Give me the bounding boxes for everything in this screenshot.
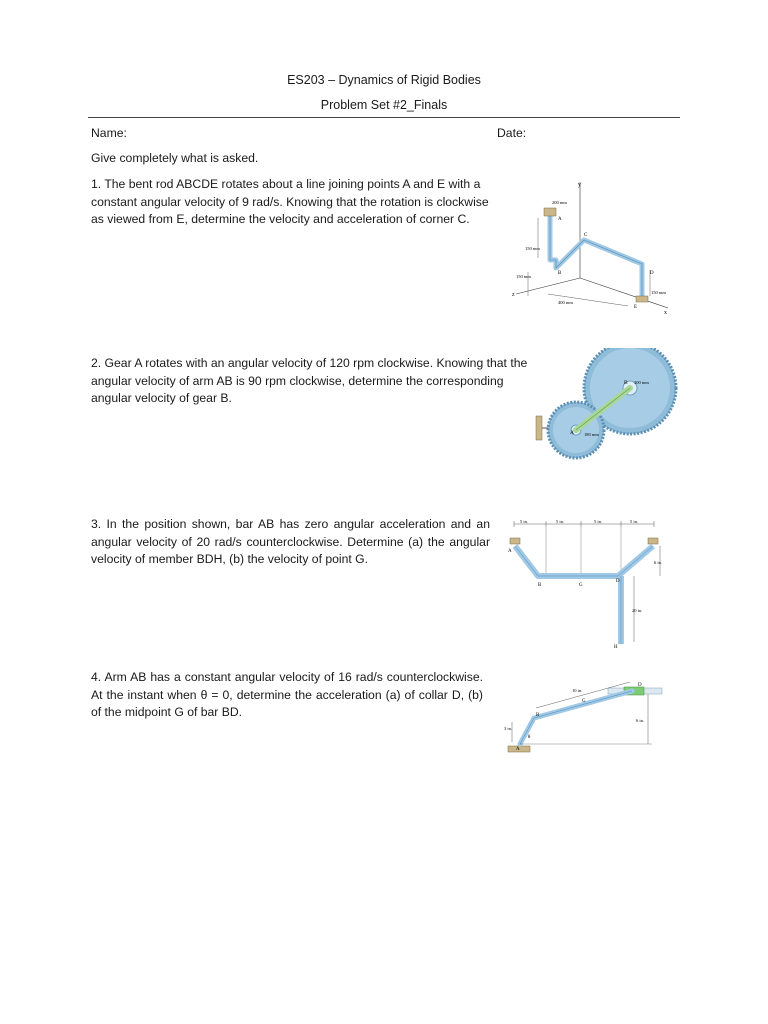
header-divider (88, 117, 680, 118)
fig3-label-d: D (616, 579, 620, 584)
fig2-dim-small: 180 mm (584, 432, 599, 437)
problem-set-title: Problem Set #2_Finals (320, 98, 448, 112)
fig3-dim-c: 5 in. (594, 519, 603, 524)
fig1-axis-z: z (512, 292, 515, 298)
problem-2-figure (530, 348, 688, 460)
fig1-label-d: D (650, 271, 654, 276)
fig1-dim-4: 400 mm (558, 300, 573, 305)
fig3-dim-a: 5 in. (520, 519, 529, 524)
fig1-axis-y: y (578, 182, 581, 188)
fig4-dim-bd: 10 in. (572, 688, 583, 693)
fig1-dim-3: 150 mm (516, 274, 531, 279)
problem-4-text: 4. Arm AB has a constant angular velocity of 16 rad/s counterclockwise. At the instant when θ = 0, determine the acceleration (a) of collar D, (b) of the midpoint G of bar BD. (91, 670, 483, 719)
fig1-label-a: A (558, 217, 562, 222)
problem-3-figure (506, 518, 666, 650)
fig3-dim-h: 6 in. (654, 560, 663, 565)
fig3-dim-b: 5 in. (556, 519, 565, 524)
fig1-dim-1: 200 mm (552, 200, 567, 205)
problem-1-text: 1. The bent rod ABCDE rotates about a line joining points A and E with a constant angular velocity of 9 rad/s. Knowing that the rotation is clockwise as viewed from E, determine the velocity and acceleration of corner C. (91, 177, 489, 226)
problem-3-text: 3. In the position shown, bar AB has zero angular acceleration and an angular velocity of 20 rad/s counterclockwise. Determine (a) the angular velocity of member BDH, (b) the velocity of point G. (91, 517, 490, 566)
fig4-label-g: G (582, 699, 586, 704)
fig3-label-g: G (579, 583, 583, 588)
fig3-label-b: B (538, 583, 542, 588)
name-label: Name: (91, 126, 127, 140)
fig2-label-a: A (570, 430, 574, 436)
fig1-label-e: E (634, 305, 638, 310)
fig1-axis-x: x (664, 310, 667, 316)
fig3-label-h: H (614, 645, 618, 650)
instructions: Give completely what is asked. (91, 151, 259, 165)
fig3-dim-d: 5 in. (630, 519, 639, 524)
fig4-label-b: B (536, 713, 540, 718)
fig4-dim-ab: 3 in. (504, 726, 513, 731)
fig3-label-a: A (508, 549, 512, 554)
date-label: Date: (497, 126, 527, 140)
fig1-dim-2: 150 mm (525, 246, 540, 251)
fig1-label-b: B (558, 271, 562, 276)
course-title: ES203 – Dynamics of Rigid Bodies (287, 73, 481, 87)
fig4-label-theta: θ (528, 735, 531, 740)
fig4-label-d: D (638, 683, 642, 688)
fig4-dim-h: 6 in. (636, 718, 645, 723)
fig2-label-b: B (624, 380, 628, 386)
problem-1-figure (508, 178, 680, 318)
problem-4-figure (502, 678, 672, 758)
fig1-label-c: C (584, 233, 588, 238)
fig2-dim-large: 300 mm (634, 380, 649, 385)
fig3-dim-v: 20 in. (632, 608, 643, 613)
problem-2-text: 2. Gear A rotates with an angular velocity of 120 rpm clockwise. Knowing that the angular velocity of arm AB is 90 rpm clockwise, determine the corresponding angular velocity of gear B. (91, 356, 528, 405)
fig4-label-a: A (516, 747, 520, 752)
fig1-dim-5: 150 mm (651, 290, 666, 295)
